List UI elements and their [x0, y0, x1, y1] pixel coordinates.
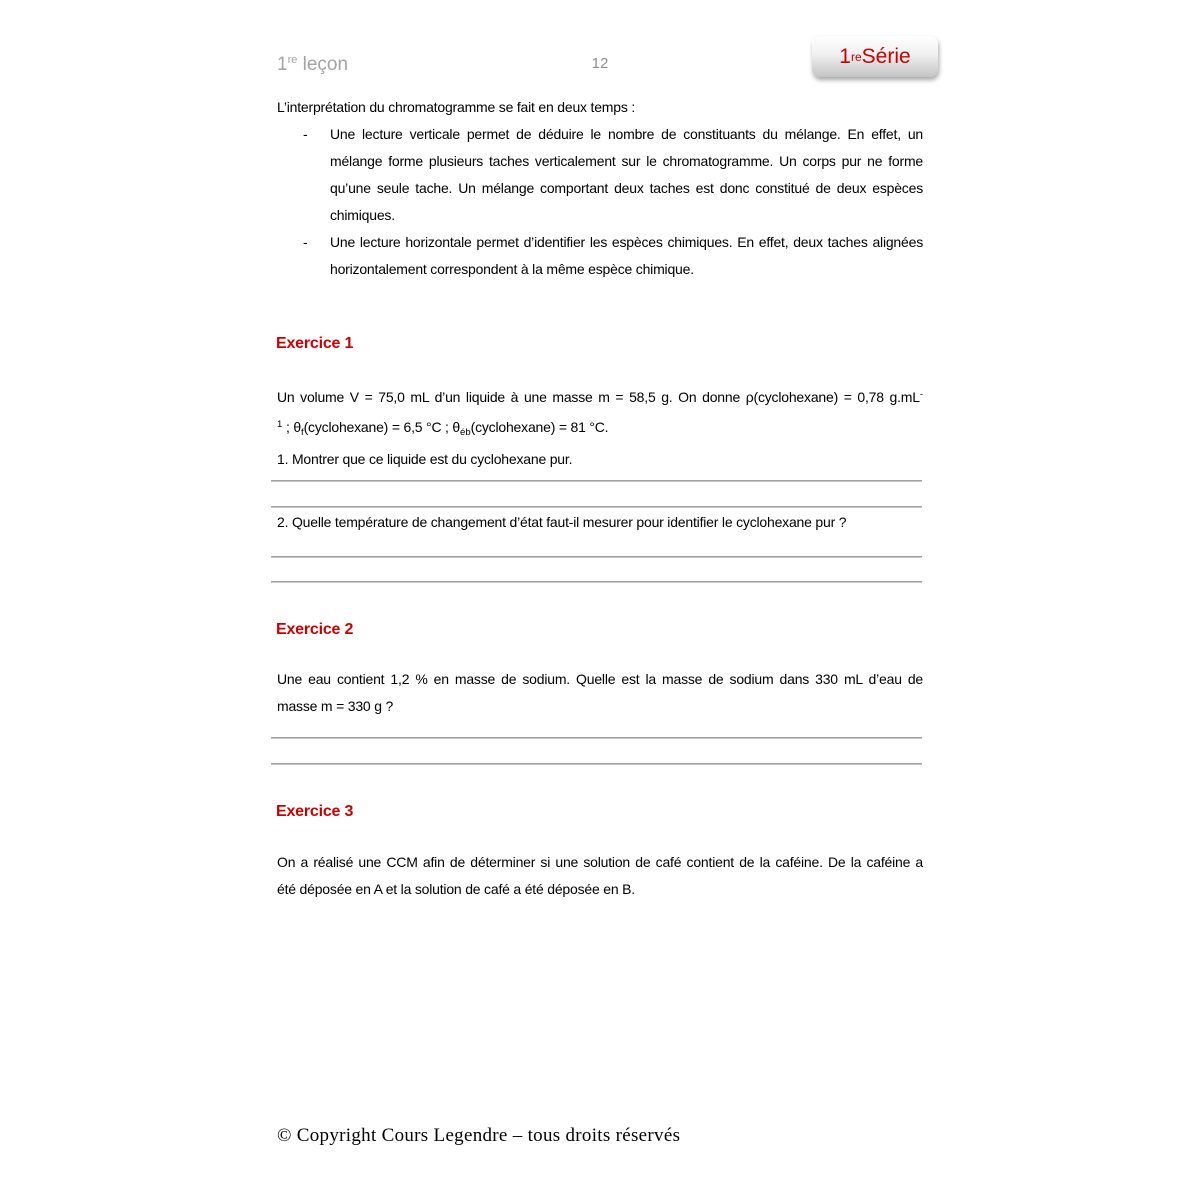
exponent-minus: -	[919, 389, 923, 400]
bullet-item-line	[277, 202, 923, 229]
statement-text: ; θ	[282, 419, 301, 435]
lesson-word: leçon	[297, 54, 349, 75]
exercise3-heading: Exercice 3	[276, 803, 354, 820]
series-number: 1	[839, 44, 851, 68]
intro-lead: L’interprétation du chromatogramme se fait en deux temps :	[277, 99, 636, 115]
statement-line: été déposée en A et la solution de café a été déposée en B.	[277, 881, 635, 897]
exercise3-statement	[277, 849, 923, 903]
exercise2-statement	[277, 666, 923, 720]
series-ordinal-suffix: re	[850, 49, 862, 64]
exercise1-question1: 1. Montrer que ce liquide est du cyclohexane pur.	[277, 451, 573, 467]
theta-eb-subscript: éb	[460, 427, 471, 438]
bullet-dash: -	[303, 126, 308, 142]
bullet-item-line	[277, 175, 923, 202]
exercise1-question2: 2. Quelle température de changement d’état faut-il mesurer pour identifier le cyclohexane pur ?	[277, 514, 847, 530]
answer-line	[271, 480, 922, 482]
answer-line	[271, 581, 922, 583]
bullet-text: Une lecture verticale permet de déduire le nombre de constituants du mélange. En effet, un	[330, 126, 923, 142]
bullet-dash: -	[303, 234, 308, 250]
answer-line	[271, 556, 922, 558]
answer-line	[271, 737, 922, 739]
bullet-text: chimiques.	[330, 207, 395, 223]
statement-line	[277, 381, 923, 411]
answer-line	[271, 763, 922, 765]
statement-line	[277, 411, 923, 446]
bullet-item-line	[277, 148, 923, 175]
exercise1-heading: Exercice 1	[276, 335, 354, 352]
exercise1-statement	[277, 381, 923, 473]
statement-text: Un volume V = 75,0 mL d’un liquide à une masse m = 58,5 g. On donne ρ(cyclohexane) = 0,78 g.mL	[277, 389, 920, 405]
series-word: Série	[861, 44, 911, 68]
bullet-text: Une lecture horizontale permet d’identifier les espèces chimiques. En effet, deux taches alignées	[330, 234, 923, 250]
bullet-item-line	[277, 256, 923, 283]
exercise1-question2-block	[277, 509, 923, 536]
series-badge	[812, 36, 938, 77]
bullet-item-line	[277, 229, 923, 256]
answer-line	[271, 506, 922, 508]
lesson-number: 1	[277, 54, 288, 75]
statement-text: (cyclohexane) = 81 °C.	[470, 419, 609, 435]
intro-section	[277, 94, 923, 283]
theta-f-subscript: f	[300, 427, 304, 438]
exercise2-heading: Exercice 2	[276, 621, 354, 638]
lesson-ordinal-suffix: re	[287, 54, 298, 66]
exponent-one: 1	[277, 419, 283, 430]
statement-line: On a réalisé une CCM afin de déterminer si une solution de café contient de la caféine. De la caféine a	[277, 854, 923, 870]
bullet-text: qu’une seule tache. Un mélange comportant deux taches est donc constitué de deux espèces	[330, 180, 923, 196]
bullet-item-line	[277, 121, 923, 148]
page-number: 12	[591, 55, 609, 72]
statement-text: (cyclohexane) = 6,5 °C ; θ	[303, 419, 461, 435]
statement-line: masse m = 330 g ?	[277, 698, 394, 714]
bullet-text: mélange forme plusieurs taches verticalement sur le chromatogramme. Un corps pur ne forme	[330, 153, 923, 169]
bullet-text: horizontalement correspondent à la même espèce chimique.	[330, 261, 694, 277]
copyright-notice: © Copyright Cours Legendre – tous droits réservés	[277, 1125, 681, 1146]
statement-line: Une eau contient 1,2 % en masse de sodium. Quelle est la masse de sodium dans 330 mL d’eau de	[277, 671, 923, 687]
